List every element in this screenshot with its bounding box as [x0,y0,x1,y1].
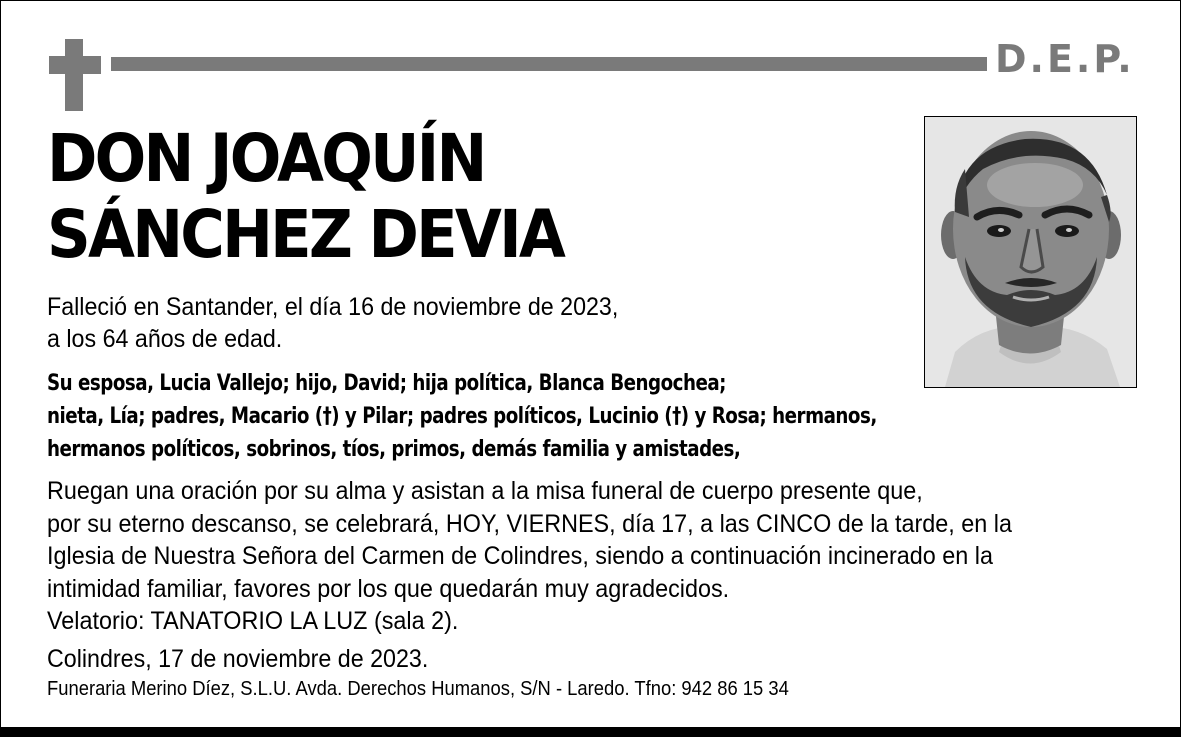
death-info-line2: a los 64 años de edad. [47,325,283,353]
funeral-line2: por su eterno descanso, se celebrará, HOY, VIERNES, día 17, a las CINCO de la tarde, en la [47,509,1012,538]
cross-icon [49,39,101,111]
deceased-name-line2: SÁNCHEZ DEVIA [47,196,564,273]
family-list [47,367,877,466]
funeral-details [47,475,1012,638]
dep-label: D.E.P. [995,37,1135,81]
bottom-border [1,727,1180,736]
wake-location: Velatorio: TANATORIO LA LUZ (sala 2). [47,607,459,635]
place-date: Colindres, 17 de noviembre de 2023. [47,645,429,673]
family-line1: Su esposa, Lucia Vallejo; hijo, David; hija política, Blanca Bengochea; [47,371,726,396]
death-info-line1: Falleció en Santander, el día 16 de noviembre de 2023, [47,293,619,321]
family-line3: hermanos políticos, sobrinos, tíos, primos, demás familia y amistades, [47,437,741,462]
death-info [47,291,618,355]
family-line2: nieta, Lía; padres, Macario (†) y Pilar; padres políticos, Lucinio (†) y Rosa; hermanos, [47,404,877,429]
funeral-line3: Iglesia de Nuestra Señora del Carmen de Colindres, siendo a continuación incinerado en la [47,542,993,570]
deceased-name-line1: DON JOAQUÍN [47,120,485,197]
portrait-photo [924,116,1137,388]
funeral-home-info: Funeraria Merino Díez, S.L.U. Avda. Derechos Humanos, S/N - Laredo. Tfno: 942 86 15 34 [47,678,789,700]
header-rule [111,57,987,71]
portrait-illustration [925,117,1136,387]
funeral-line4: intimidad familiar, favores por los que quedarán muy agradecidos. [47,574,730,603]
deceased-name [47,121,563,273]
funeral-line1: Ruegan una oración por su alma y asistan a la misa funeral de cuerpo presente que, [47,477,923,505]
